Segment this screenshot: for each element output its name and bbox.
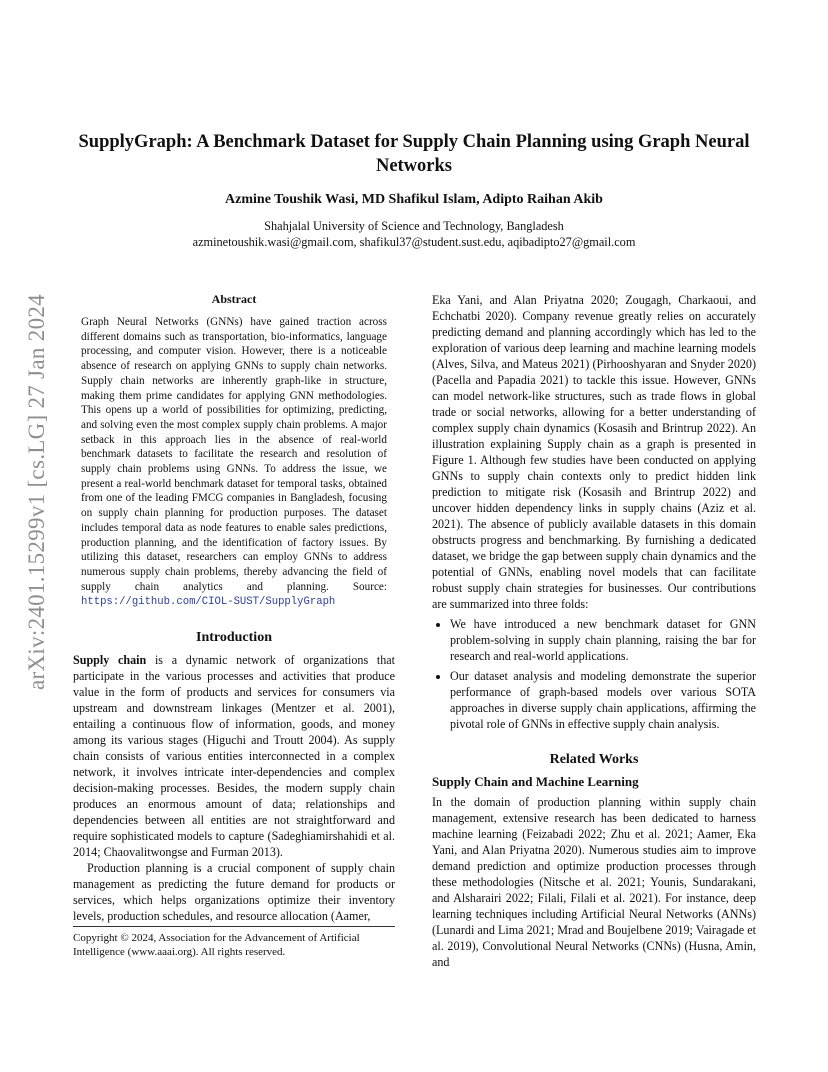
intro-paragraph-2: Production planning is a crucial component of supply chain management as predicting the future demand for products or services, which helps organizations optimize their inventory levels, production schedules, and resource allocation (Aamer, [73, 861, 395, 924]
arxiv-identifier-text: arXiv:2401.15299v1 [cs.LG] 27 Jan 2024 [24, 294, 49, 690]
related-works-heading: Related Works [549, 752, 639, 767]
list-item: • Our dataset analysis and modeling demonstrate the superior performance of graph-based models over various SOTA approaches in diverse supply chain applications, affirming the pivotal role of GNNs in effective supply chain analysis. [450, 668, 756, 732]
arxiv-identifier [22, 292, 52, 692]
left-column [73, 292, 395, 924]
affiliation: Shahjalal University of Science and Technology, Bangladesh [264, 219, 564, 233]
abstract-heading: Abstract [211, 292, 257, 306]
abstract-body: Graph Neural Networks (GNNs) have gained traction across different domains such as transportation, bio-informatics, language processing, and computer vision. However, there is a noticeable absence of research on applying GNNs to supply chain networks. Supply chain networks are inherently graph-like in structure, making them prime candidates for applying GNN methodologies. This opens up a world of possibilities for optimizing, predicting, and solving even the most complex supply chain problems. A major setback in this approach lies in the absence of real-world benchmark datasets to facilitate the research and resolution of supply chain problems using GNNs. To address the issue, we present a real-world benchmark dataset for temporal tasks, obtained from one of the leading FMCG companies in Bangladesh, focusing on supply chain planning for production purposes. The dataset includes temporal data as node features to enable sales predictions, production planning, and the identification of factory issues. By utilizing this dataset, researchers can employ GNNs to address numerous supply chain problems, thereby advancing the field of supply chain analytics and planning. Source: [81, 316, 387, 593]
intro-paragraph-1-text: is a dynamic network of organizations that participate in the various processes and activities that produce value in the form of products and services for consumers via upstream and downstream linkages (Mentzer et al. 2001), entailing a continuous flow of information, goods, and money among its various stages (Higuchi and Troutt 2004). As supply chain consists of various entities interconnected in a complex network, it involves intricate inter-dependencies and complex decision-making processes. Besides, the modern supply chain produces an enormous amount of data; relationships and dependencies between all entities are not straightforward and require sophisticated models to capture (Sadeghiamirshahidi et al. 2014; Chaovalitwongse and Furman 2013). [73, 653, 396, 860]
paper-title: SupplyGraph: A Benchmark Dataset for Supply Chain Planning using Graph Neural Networks [78, 132, 750, 176]
introduction-heading: Introduction [196, 630, 272, 646]
related-works-paragraph: In the domain of production planning within supply chain management, extensive research has been dedicated to harness machine learning (Feizabadi 2022; Zhu et al. 2021; Aamer, Eka Yani, and Alan Priyatna 2020). Numerous studies aim to improve demand prediction and optimize production processes through these methodologies (Nitsche et al. 2021; Younis, Sundarakani, and Alsharairi 2022; Filali, Filali et al. 2021). For instance, deep learning techniques including Artificial Neural Networks (ANNs) (Lunardi and Lima 2021; Mrad and Boujelbene 2019; Vairagade et al. 2019), Convolutional Neural Networks (CNNs) (Husna, Amin, and [432, 795, 756, 969]
intro-lead-term: Supply chain [73, 653, 147, 668]
author-emails: azminetoushik.wasi@gmail.com, shafikul37@student.sust.edu, aqibadipto27@gmail.com [192, 235, 636, 249]
subsection-heading: Supply Chain and Machine Learning [432, 774, 639, 789]
intro-paragraph-2-continued: Eka Yani, and Alan Priyatna 2020; Zougagh, Charkaoui, and Echchatbi 2020). Company revenue greatly relies on accurately predicting demand and planning accordingly which has led to the exploration of various deep learning and machine learning models (Alves, Silva, and Mateus 2021) (Pirhooshyaran and Snyder 2020) (Pacella and Papadia 2021) to tackle this issue. However, GNNs can model network-like structures, such as trade flows in global trade or social networks, allowing for a better understanding of complex supply chain dynamics (Kosasih and Brintrup 2022). An illustration explaining Supply chain as a graph is presented in Figure 1. Although few studies have been conducted on applying GNNs to supply chain contexts only to predict hidden link prediction to mitigate risk (Kosasih and Brintrup 2022) and uncover hidden dependency links in supply chains (Aziz et al. 2021). The absence of publicly available datasets in this domain obstructs progress and benchmarking. By furnishing a dedicated dataset, we bridge the gap between supply chain dynamics and the potential of GNNs, enabling novel models that can facilitate robust supply chain strategies for businesses. Our contributions are summarized into three folds: [432, 293, 756, 611]
right-column [432, 292, 756, 970]
affiliation-block [70, 218, 758, 250]
author-list: Azmine Toushik Wasi, MD Shafikul Islam, Adipto Raihan Akib [225, 192, 603, 207]
list-item: • We have introduced a new benchmark dataset for GNN problem-solving in supply chain planning, raising the bar for research and real-world applications. [450, 616, 756, 664]
copyright-footnote: Copyright © 2024, Association for the Advancement of Artificial Intelligence (www.aaai.org). All rights reserved. [73, 926, 395, 959]
contributions-list [432, 616, 756, 732]
abstract-text [73, 315, 395, 610]
source-link[interactable]: https://github.com/CIOL-SUST/SupplyGraph [81, 596, 336, 609]
intro-paragraph-1 [73, 652, 395, 860]
